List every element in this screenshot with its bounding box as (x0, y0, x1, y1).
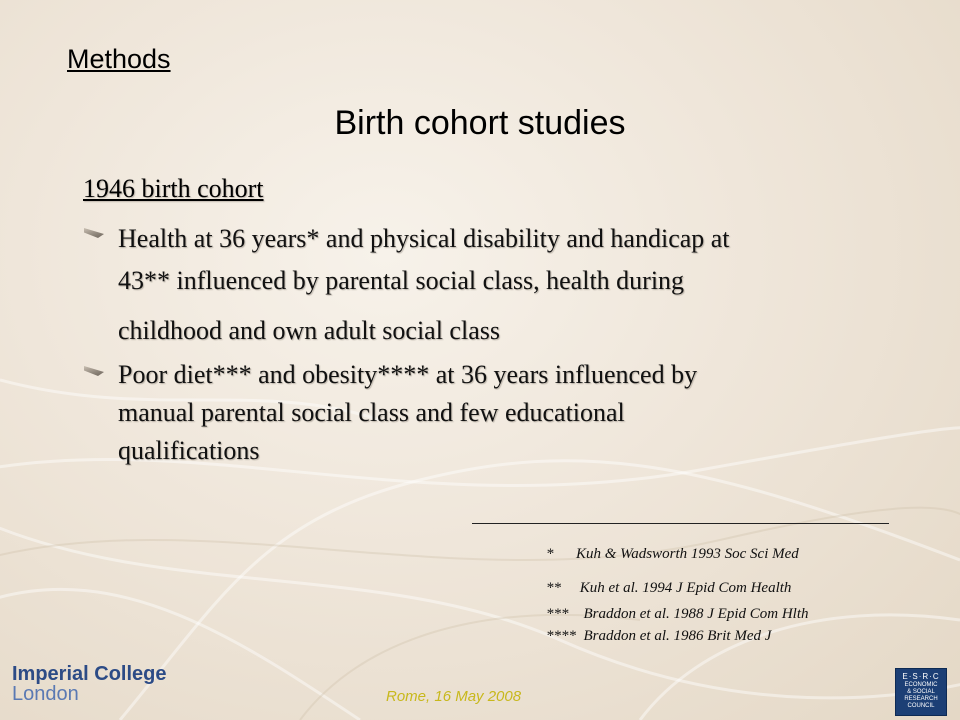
bullet-item-diet (82, 356, 882, 470)
esrc-line: RESEARCH (904, 696, 938, 702)
esrc-line: COUNCIL (907, 703, 935, 709)
imperial-college-logo (12, 664, 167, 704)
bullet-line: qualifications (118, 436, 260, 465)
bullet-line: manual parental social class and few educational (118, 398, 625, 427)
esrc-logo (895, 668, 947, 716)
slide-title: Birth cohort studies (334, 104, 626, 142)
bullet-item-health (82, 218, 882, 352)
bullet-list (82, 218, 882, 470)
section-label: Methods (67, 44, 171, 74)
esrc-line: ECONOMIC (904, 682, 938, 688)
bullet-line: childhood and own adult social class (118, 316, 500, 345)
references-list (546, 544, 809, 646)
logo-line: London (12, 683, 79, 705)
bullet-line: Health at 36 years* and physical disability and handicap at (118, 224, 730, 253)
references-divider (472, 523, 889, 524)
bullet-line: 43** influenced by parental social class, health during (118, 266, 685, 295)
esrc-line: & SOCIAL (907, 689, 935, 695)
footer-event-text: Rome, 16 May 2008 (386, 688, 522, 705)
cohort-subheading: 1946 birth cohort (83, 174, 264, 203)
arrow-bullet-icon (84, 366, 104, 376)
reference-item: **** Braddon et al. 1986 Brit Med J (546, 628, 772, 644)
reference-item: * Kuh & Wadsworth 1993 Soc Sci Med (546, 546, 799, 562)
reference-item: *** Braddon et al. 1988 J Epid Com Hlth (546, 606, 809, 622)
logo-line: Imperial College (12, 663, 167, 685)
arrow-bullet-icon (84, 228, 104, 238)
esrc-title: E·S·R·C (902, 672, 940, 681)
reference-item: ** Kuh et al. 1994 J Epid Com Health (546, 580, 792, 596)
bullet-line: Poor diet*** and obesity**** at 36 years influenced by (118, 360, 698, 389)
